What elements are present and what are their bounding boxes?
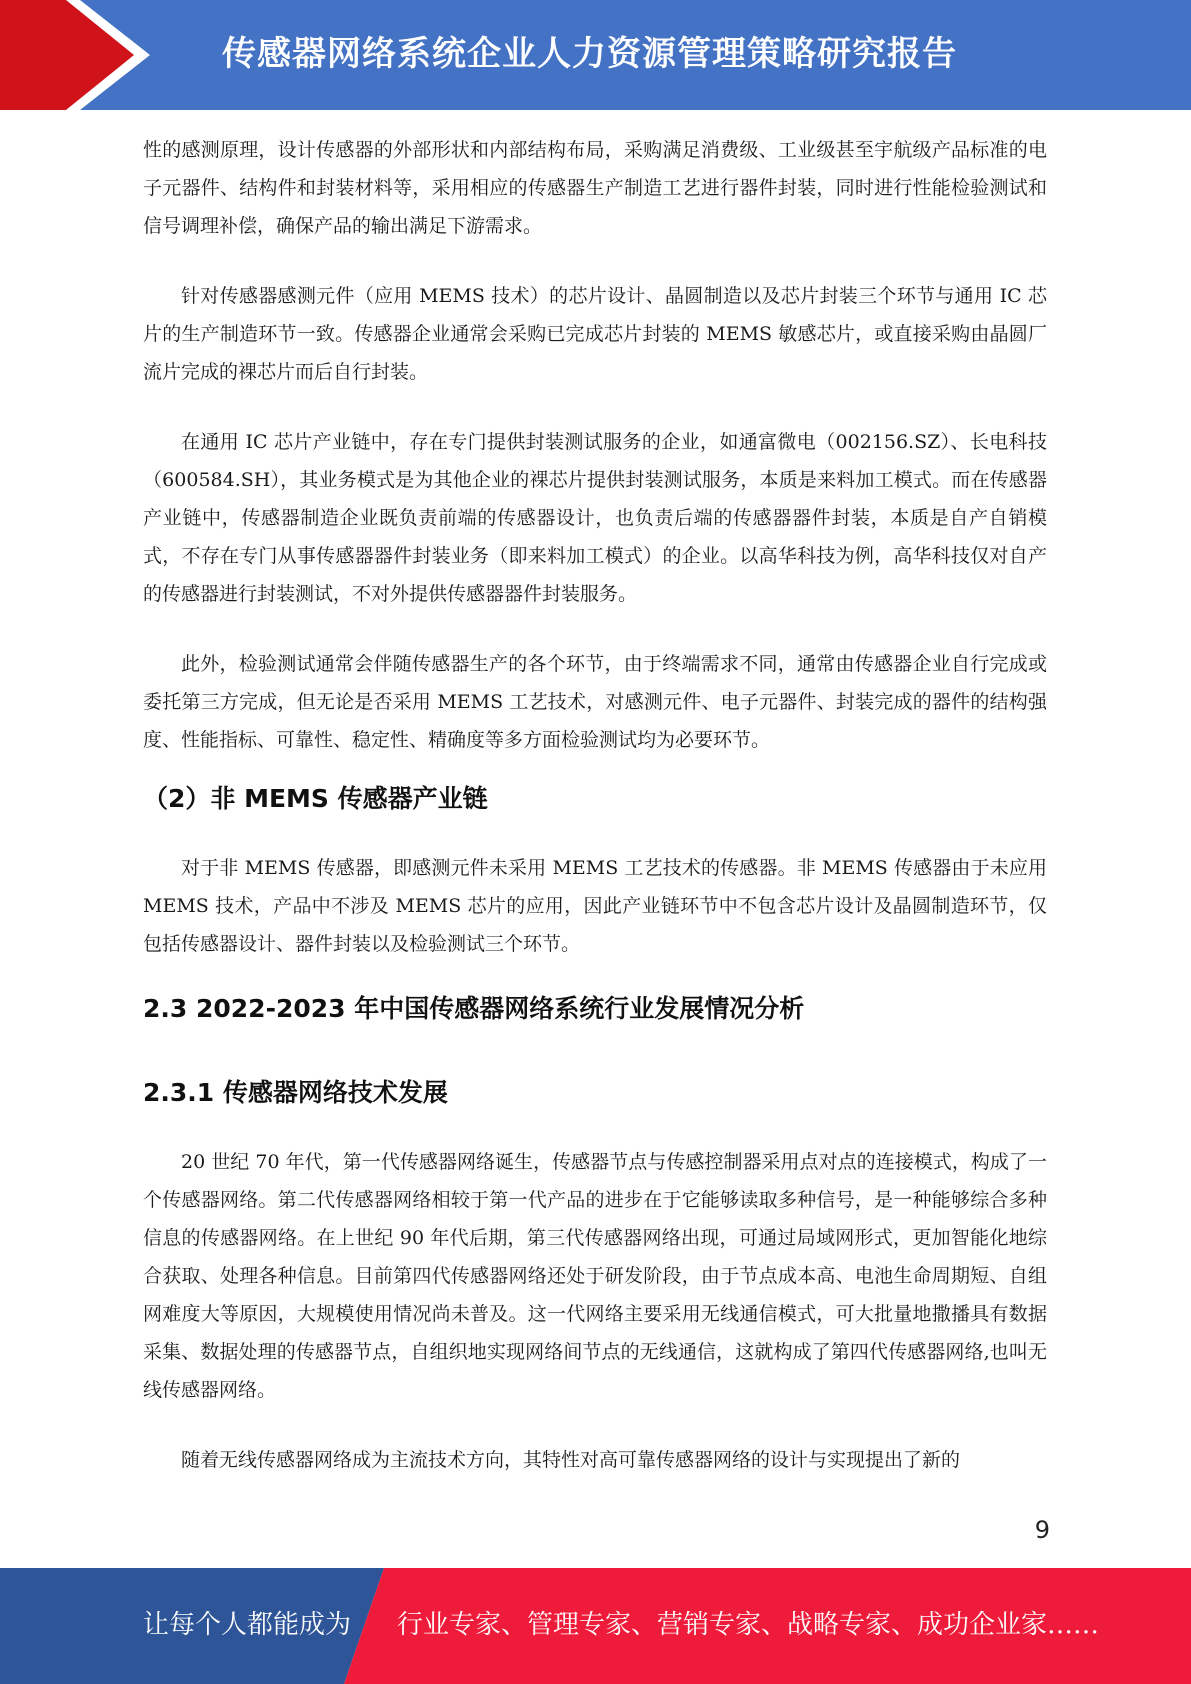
paragraph-non-mems: 对于非 MEMS 传感器，即感测元件未采用 MEMS 工艺技术的传感器。非 MEMS 传感器由于未应用 MEMS 技术，产品中不涉及 MEMS 芯片的应用，因此产业链环节中不包含芯片设计及晶圆制造环节，仅包括传感器设计、器件封装以及检验测试三个环节。 <box>143 857 1047 955</box>
heading-section-2-3: 2.3 2022-2023 年中国传感器网络系统行业发展情况分析 <box>143 994 805 1023</box>
footer-slogan-right: 行业专家、管理专家、营销专家、战略专家、成功企业家…… <box>397 1610 1100 1640</box>
heading-section-2-3-1: 2.3.1 传感器网络技术发展 <box>143 1078 448 1107</box>
report-title: 传感器网络系统企业人力资源管理策略研究报告 <box>222 34 957 74</box>
heading-non-mems-chain: （2）非 MEMS 传感器产业链 <box>143 784 488 813</box>
page-number: 9 <box>1034 1516 1050 1544</box>
paragraph-sensor-design: 性的感测原理，设计传感器的外部形状和内部结构布局，采购满足消费级、工业级甚至宇航级产品标准的电子元器件、结构件和封装材料等，采用相应的传感器生产制造工艺进行器件封装，同时进行性能检验测试和信号调理补偿，确保产品的输出满足下游需求。 <box>143 139 1047 237</box>
footer-slogan-left: 让每个人都能成为 <box>143 1610 352 1640</box>
paragraph-wireless-trend: 随着无线传感器网络成为主流技术方向，其特性对高可靠传感器网络的设计与实现提出了新的 <box>181 1449 961 1471</box>
paragraph-ic-packaging: 在通用 IC 芯片产业链中，存在专门提供封装测试服务的企业，如通富微电（002156.SZ）、长电科技（600584.SH），其业务模式是为其他企业的裸芯片提供封装测试服务，本质是来料加工模式。而在传感器产业链中，传感器制造企业既负责前端的传感器设计，也负责后端的传感器器件封装，本质是自产自销模式，不存在专门从事传感器器件封装业务（即来料加工模式）的企业。以高华科技为例，高华科技仅对自产的传感器进行封装测试，不对外提供传感器器件封装服务。 <box>143 431 1047 605</box>
paragraph-testing: 此外，检验测试通常会伴随传感器生产的各个环节，由于终端需求不同，通常由传感器企业自行完成或委托第三方完成，但无论是否采用 MEMS 工艺技术，对感测元件、电子元器件、封装完成的器件的结构强度、性能指标、可靠性、稳定性、精确度等多方面检验测试均为必要环节。 <box>143 653 1047 751</box>
page-header <box>0 0 1191 110</box>
page-footer <box>0 1568 1191 1684</box>
document-body <box>143 131 1047 1479</box>
paragraph-mems-chip: 针对传感器感测元件（应用 MEMS 技术）的芯片设计、晶圆制造以及芯片封装三个环节与通用 IC 芯片的生产制造环节一致。传感器企业通常会采购已完成芯片封装的 MEMS 敏感芯片，或直接采购由晶圆厂流片完成的裸芯片而后自行封装。 <box>143 285 1047 383</box>
paragraph-network-generations: 20 世纪 70 年代，第一代传感器网络诞生，传感器节点与传感控制器采用点对点的连接模式，构成了一个传感器网络。第二代传感器网络相较于第一代产品的进步在于它能够读取多种信号，是一种能够综合多种信息的传感器网络。在上世纪 90 年代后期，第三代传感器网络出现，可通过局域网形式，更加智能化地综合获取、处理各种信息。目前第四代传感器网络还处于研发阶段，由于节点成本高、电池生命周期短、自组网难度大等原因，大规模使用情况尚未普及。这一代网络主要采用无线通信模式，可大批量地撒播具有数据采集、数据处理的传感器节点，自组织地实现网络间节点的无线通信，这就构成了第四代传感器网络,也叫无线传感器网络。 <box>143 1151 1047 1401</box>
